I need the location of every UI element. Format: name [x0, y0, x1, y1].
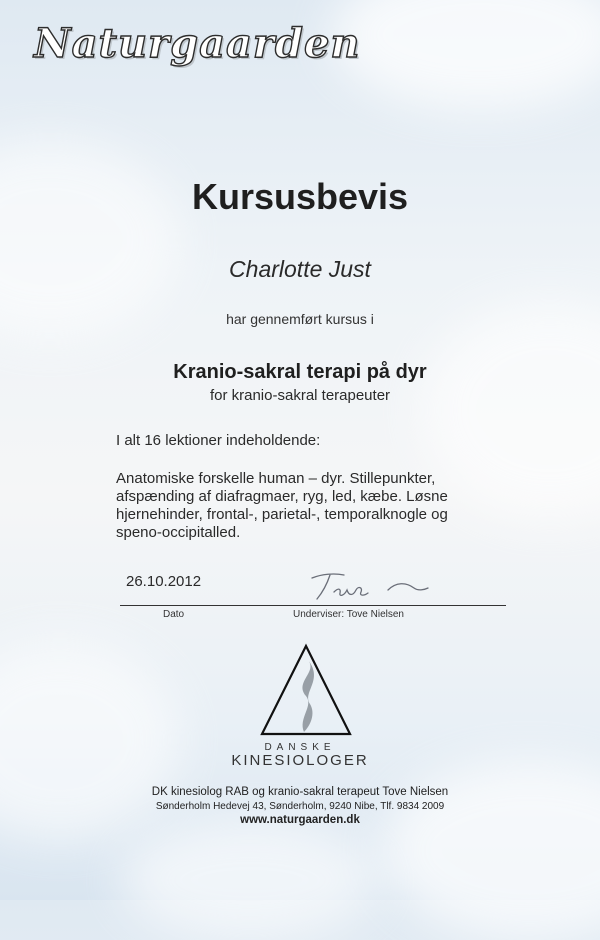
logo-text-danske: DANSKE [264, 742, 336, 753]
signature-image [300, 568, 430, 604]
certificate-title: Kursusbevis [191, 176, 409, 217]
logo-text-kinesiologer: KINESIOLOGER [231, 752, 369, 769]
date-value: 26.10.2012 [126, 573, 202, 590]
cloud-decoration [0, 140, 180, 340]
footer-website-link[interactable]: www.naturgaarden.dk [240, 814, 360, 826]
description-line: speno-occipitalled. [116, 524, 241, 541]
cloud-decoration [330, 0, 600, 110]
footer-address: Sønderholm Hedevej 43, Sønderholm, 9240 Nibe, Tlf. 9834 2009 [155, 801, 445, 812]
brand-logo: Naturgaarden [34, 20, 361, 67]
description-line: afspænding af diafragmaer, ryg, led, kæbe. Løsne [116, 488, 448, 505]
teacher-label: Underviser: Tove Nielsen [293, 609, 404, 620]
description-line: hjernehinder, frontal-, parietal-, temporalknogle og [116, 506, 448, 523]
lessons-count: I alt 16 lektioner indeholdende: [116, 432, 321, 449]
footer-credentials: DK kinesiolog RAB og kranio-sakral terapeut Tove Nielsen [151, 786, 449, 798]
date-label: Dato [163, 609, 185, 620]
kinesiology-triangle-logo [258, 642, 354, 738]
description-line: Anatomiske forskelle human – dyr. Stillepunkter, [116, 470, 436, 487]
course-subtitle: for kranio-sakral terapeuter [209, 387, 391, 404]
course-description [116, 470, 496, 542]
course-title: Kranio-sakral terapi på dyr [173, 361, 427, 383]
cloud-decoration [120, 820, 380, 940]
signature-line [120, 605, 506, 606]
recipient-name: Charlotte Just [229, 256, 371, 282]
completed-text: har gennemført kursus i [226, 311, 374, 327]
